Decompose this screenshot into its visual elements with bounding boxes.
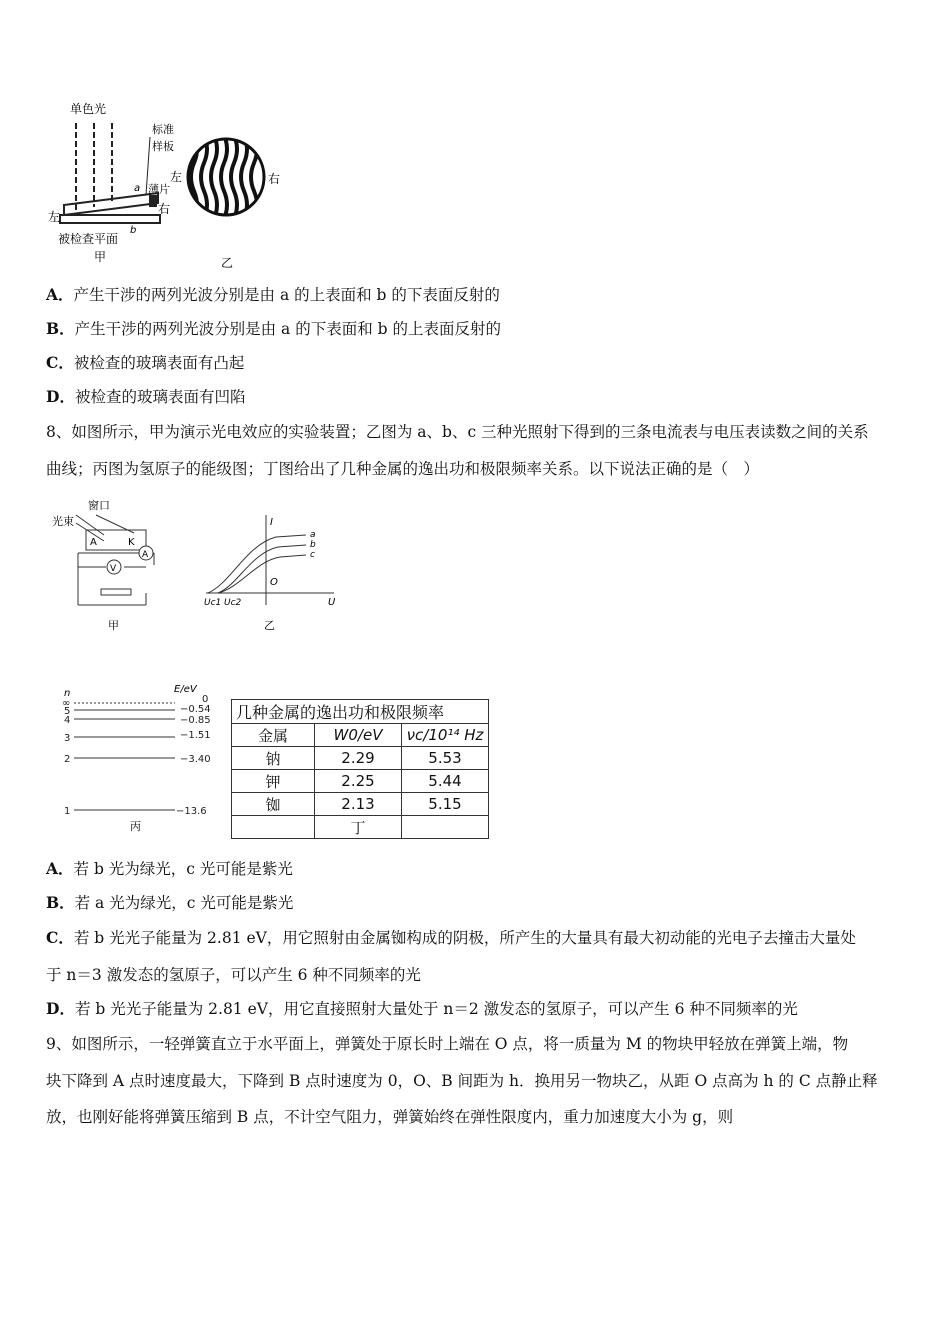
label-inspected-plane: 被检查平面	[58, 232, 119, 246]
label-anode: A	[90, 537, 97, 548]
level-e-4: −0.85	[180, 715, 211, 726]
label-uc1: Uc1	[204, 598, 222, 608]
label-ring-right: 右	[268, 172, 281, 186]
q8-option-d: D．若 b 光光子能量为 2.81 eV，用它直接照射大量处于 n＝2 激发态的氢原子，可以产生 6 种不同频率的光	[46, 999, 798, 1018]
level-n-5: 5	[64, 706, 71, 717]
q9-stem-line1: 9、如图所示，一轻弹簧直立于水平面上，弹簧处于原长时上端在 O 点，将一质量为 M 的物块甲轻放在弹簧上端，物	[46, 1035, 849, 1053]
label-voltmeter: V	[110, 564, 117, 574]
label-photo-jia: 甲	[108, 619, 119, 632]
label-right-small: 右	[158, 202, 171, 216]
q7-option-a: A．产生干涉的两列光波分别是由 a 的上表面和 b 的下表面反射的	[46, 285, 500, 304]
table-title: 几种金属的逸出功和极限频率	[232, 700, 489, 724]
label-a: a	[134, 183, 141, 194]
label-curve-a: a	[310, 530, 316, 540]
label-uc2: Uc2	[224, 598, 242, 608]
q8-stem-line2: 曲线；丙图为氢原子的能级图；丁图给出了几种金属的逸出功和极限频率关系。以下说法正确的是（ ）	[46, 460, 760, 478]
q9-stem-line3: 放，也刚好能将弹簧压缩到 B 点，不计空气阻力，弹簧始终在弹性限度内，重力加速度大小为 g，则	[46, 1108, 734, 1126]
q7-option-c: C．被检查的玻璃表面有凸起	[46, 353, 245, 372]
interference-figure	[46, 95, 296, 275]
label-U: U	[328, 597, 336, 608]
table-header-row	[232, 724, 489, 747]
q8-stem-line1: 8、如图所示，甲为演示光电效应的实验装置；乙图为 a、b、c 三种光照射下得到的三条电流表与电压表读数之间的关系	[46, 423, 869, 441]
q7-option-d: D．被检查的玻璃表面有凹陷	[46, 387, 246, 406]
level-n-1: 1	[64, 806, 71, 817]
cell-metal: 钠	[232, 747, 315, 770]
level-e-1: −13.6	[176, 806, 207, 817]
label-jia: 甲	[94, 250, 107, 264]
cell-metal: 钾	[232, 770, 315, 793]
label-thin-sheet: 薄片	[148, 183, 170, 196]
label-ring-left: 左	[170, 170, 183, 184]
label-b: b	[130, 225, 137, 236]
inspected-plane	[60, 215, 160, 223]
header-work-function: W0/eV	[315, 724, 402, 747]
label-energy-unit: E/eV	[174, 684, 197, 695]
q7-option-b: B．产生干涉的两列光波分别是由 a 的下表面和 b 的上表面反射的	[46, 319, 501, 338]
table-row	[232, 793, 489, 816]
label-bing: 丙	[130, 820, 141, 833]
table-row	[232, 747, 489, 770]
q9-stem-line2: 块下降到 A 点时速度最大，下降到 B 点时速度为 0，O、B 间距为 h．换用另一物块乙，从距 O 点高为 h 的 C 点静止释	[46, 1072, 878, 1090]
label-curve-c: c	[310, 550, 315, 560]
q8-option-c-cont: 于 n＝3 激发态的氢原子，可以产生 6 种不同频率的光	[46, 966, 421, 984]
label-standard: 标准	[152, 123, 174, 136]
label-left: 左	[48, 210, 61, 224]
label-beam: 光束	[52, 515, 74, 528]
curve-b	[218, 545, 306, 593]
cell-frequency: 5.53	[402, 747, 489, 770]
thin-sheet	[149, 195, 157, 207]
cell-work-function: 2.25	[315, 770, 402, 793]
level-n-3: 3	[64, 733, 71, 744]
label-n: n	[64, 688, 71, 699]
table-row	[232, 770, 489, 793]
label-sample: 样板	[152, 140, 174, 153]
cell-work-function: 2.29	[315, 747, 402, 770]
level-n-inf: ∞	[62, 698, 71, 709]
label-yi: 乙	[221, 256, 234, 270]
header-threshold-frequency: νc/10¹⁴ Hz	[402, 724, 489, 747]
label-photo-yi: 乙	[264, 619, 275, 632]
cell-metal: 铷	[232, 793, 315, 816]
level-e-2: −3.40	[180, 754, 211, 765]
iv-curves	[208, 535, 306, 593]
cell-work-function: 2.13	[315, 793, 402, 816]
label-ding: 丁	[315, 816, 402, 839]
label-window: 窗口	[88, 499, 110, 512]
label-ammeter: A	[142, 550, 149, 560]
level-e-5: −0.54	[180, 704, 211, 715]
cell-frequency: 5.44	[402, 770, 489, 793]
metals-table	[231, 699, 489, 839]
label-cathode: K	[128, 537, 135, 548]
q8-option-b: B．若 a 光为绿光，c 光可能是紫光	[46, 893, 294, 912]
level-e-3: −1.51	[180, 730, 211, 741]
level-n-4: 4	[64, 715, 71, 726]
label-I: I	[270, 517, 273, 528]
photoelectric-figure	[46, 495, 346, 635]
energy-level-diagram	[60, 682, 230, 837]
label-O: O	[270, 577, 278, 588]
cell-frequency: 5.15	[402, 793, 489, 816]
label-curve-b: b	[310, 540, 316, 550]
q8-option-c: C．若 b 光光子能量为 2.81 eV，用它照射由金属铷构成的阴极，所产生的大量具有最大初动能的光电子去撞击大量处	[46, 928, 856, 947]
header-metal: 金属	[232, 724, 315, 747]
level-e-inf: 0	[202, 694, 209, 705]
q8-option-a: A．若 b 光为绿光，c 光可能是紫光	[46, 859, 293, 878]
label-monochromatic-light: 单色光	[70, 102, 107, 116]
level-n-2: 2	[64, 754, 71, 765]
curve-a	[208, 535, 306, 593]
table-caption-row	[232, 816, 489, 839]
